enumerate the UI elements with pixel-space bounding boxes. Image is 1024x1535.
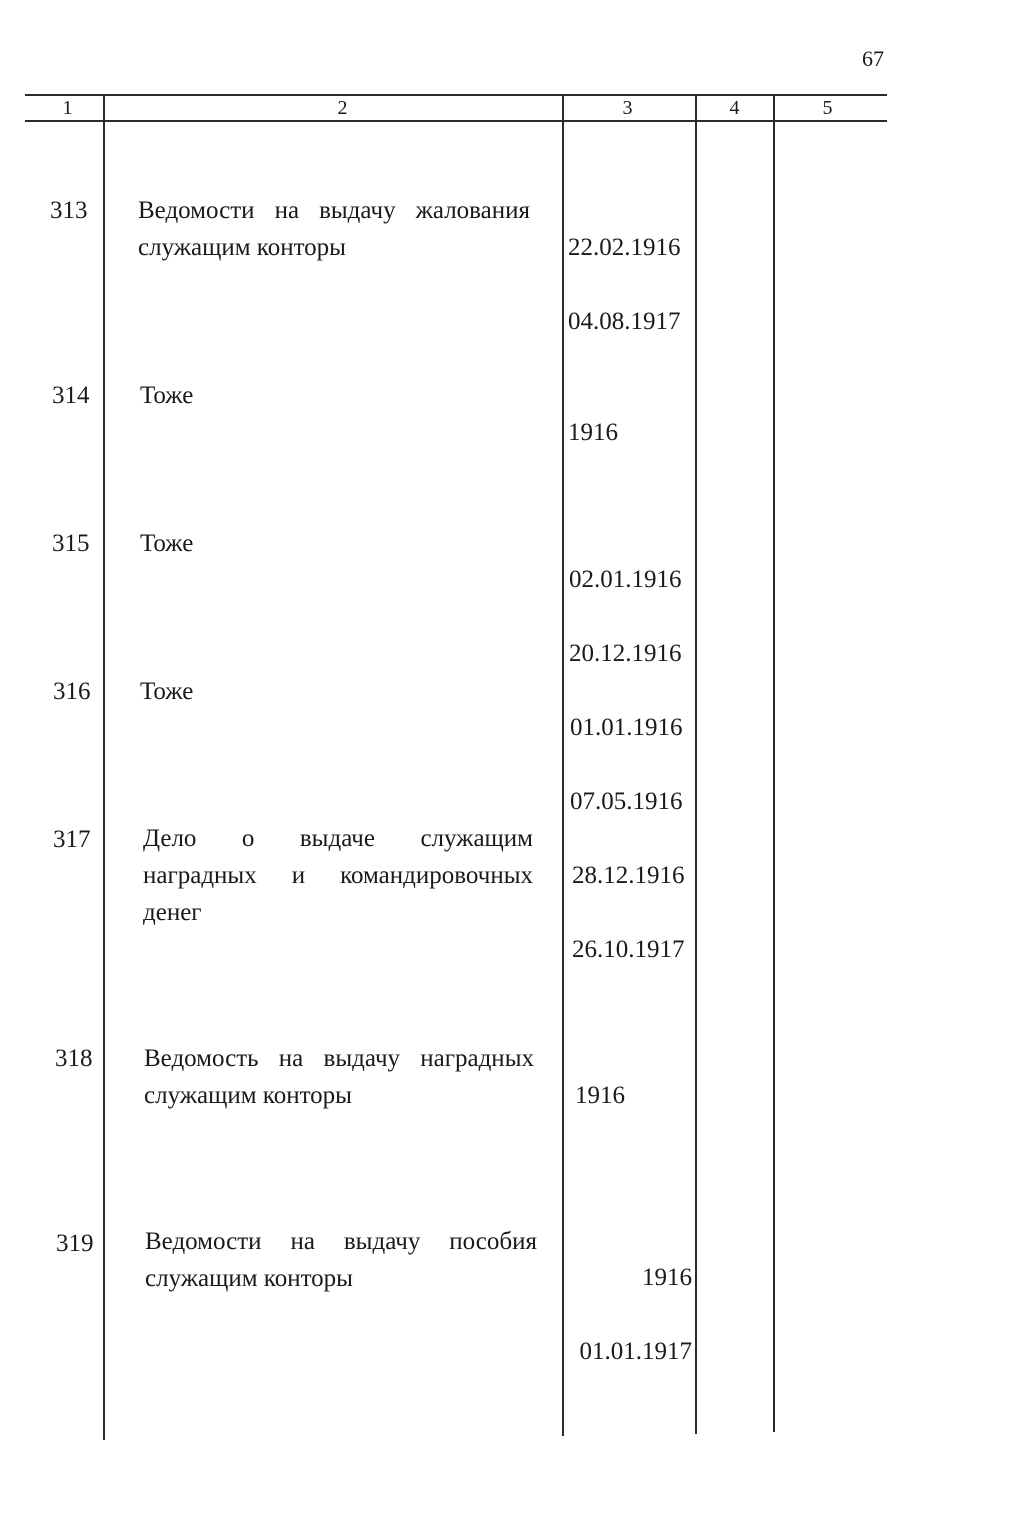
date-end: 20.12.1916 bbox=[569, 640, 682, 667]
table-row-319-dates bbox=[572, 1222, 692, 1407]
table-row-315-number: 315 bbox=[52, 530, 90, 557]
table-row-314-title: Тоже bbox=[140, 382, 194, 409]
table-row-317-dates bbox=[572, 820, 685, 1005]
table-row-313-dates bbox=[568, 192, 681, 377]
date-start: 1916 bbox=[642, 1264, 692, 1291]
table-top-rule bbox=[25, 94, 887, 96]
date-end: 07.05.1916 bbox=[570, 788, 683, 815]
date-end: 04.08.1917 bbox=[568, 308, 681, 335]
table-row-318-number: 318 bbox=[55, 1045, 93, 1072]
date-end: 01.01.1917 bbox=[579, 1338, 692, 1365]
date-start: 1916 bbox=[575, 1082, 625, 1109]
table-row-314-number: 314 bbox=[52, 382, 90, 409]
date-start: 1916 bbox=[568, 419, 618, 446]
table-row-319-title: Ведомости на выдачу пособия служащим конторы bbox=[145, 1228, 537, 1292]
column-header-5: 5 bbox=[822, 97, 833, 119]
column-divider-2 bbox=[562, 94, 564, 1436]
date-start: 01.01.1916 bbox=[570, 714, 683, 741]
table-row-316-number: 316 bbox=[53, 678, 91, 705]
table-row-319-number: 319 bbox=[56, 1230, 94, 1257]
table-row-315-title: Тоже bbox=[140, 530, 194, 557]
header-bottom-rule bbox=[25, 120, 887, 122]
date-start: 28.12.1916 bbox=[572, 862, 685, 889]
column-divider-3 bbox=[695, 94, 697, 1434]
column-divider-4 bbox=[773, 94, 775, 1432]
column-header-3: 3 bbox=[622, 97, 633, 119]
date-end: 26.10.1917 bbox=[572, 936, 685, 963]
column-header-4: 4 bbox=[729, 97, 740, 119]
date-start: 22.02.1916 bbox=[568, 234, 681, 261]
column-header-2: 2 bbox=[337, 97, 348, 119]
table-row-314-dates bbox=[568, 377, 618, 488]
table-row-316-title: Тоже bbox=[140, 678, 194, 705]
table-row-313-title: Ведомости на выдачу жалования служащим конторы bbox=[138, 197, 530, 261]
column-header-1: 1 bbox=[62, 97, 73, 119]
table-row-317-title: Дело о выдаче служащим наградных и командировочных денег bbox=[143, 825, 533, 926]
table-row-318-dates bbox=[575, 1040, 625, 1151]
table-row-318-title: Ведомость на выдачу наградных служащим конторы bbox=[144, 1045, 534, 1109]
table-row-317-number: 317 bbox=[53, 826, 91, 853]
table-row-313-number: 313 bbox=[50, 197, 88, 224]
date-start: 02.01.1916 bbox=[569, 566, 682, 593]
column-divider-1 bbox=[103, 94, 105, 1440]
page-number: 67 bbox=[862, 46, 884, 71]
